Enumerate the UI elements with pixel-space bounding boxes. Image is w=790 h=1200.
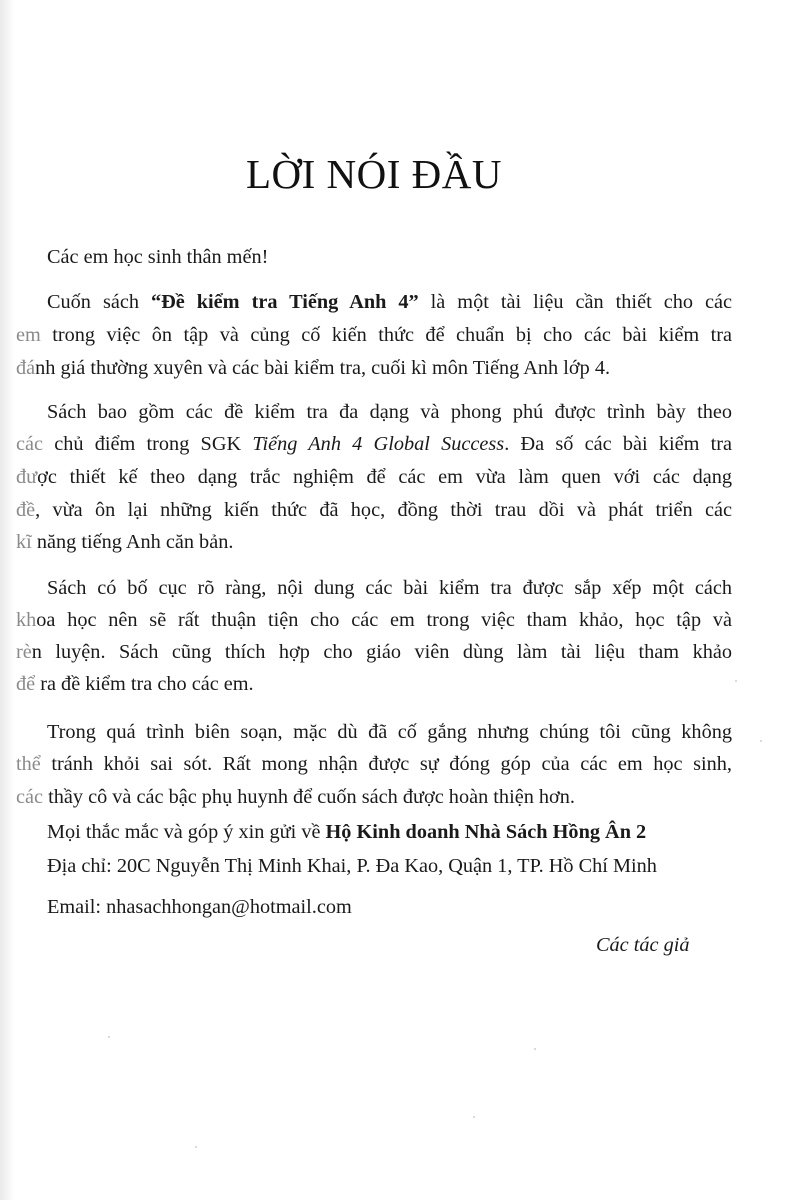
paragraph-2-line-5: kĩ năng tiếng Anh căn bản. bbox=[16, 531, 234, 553]
contact-email: Email: nhasachhongan@hotmail.com bbox=[47, 896, 352, 918]
scan-speck bbox=[195, 1146, 197, 1148]
paragraph-2-line-3: được thiết kế theo dạng trắc nghiệm để các em vừa làm quen với các dạng bbox=[16, 466, 732, 488]
paragraph-2-line-1: Sách bao gồm các đề kiểm tra đa dạng và phong phú được trình bày theo bbox=[47, 401, 732, 423]
paragraph-3-line-3: rèn luyện. Sách cũng thích hợp cho giáo viên dùng làm tài liệu tham khảo bbox=[16, 641, 732, 663]
scan-speck bbox=[760, 740, 762, 742]
book-title: “Đề kiểm tra Tiếng Anh 4” bbox=[150, 291, 419, 313]
publisher-name: Hộ Kinh doanh Nhà Sách Hồng Ân 2 bbox=[325, 821, 647, 843]
paragraph-1-line-2: em trong việc ôn tập và củng cố kiến thức để chuẩn bị cho các bài kiểm tra bbox=[16, 324, 732, 346]
paragraph-2-line-4: đề, vừa ôn lại những kiến thức đã học, đồng thời trau dồi và phát triển các bbox=[16, 499, 732, 521]
contact-address: Địa chỉ: 20C Nguyễn Thị Minh Khai, P. Đa Kao, Quận 1, TP. Hồ Chí Minh bbox=[47, 855, 657, 877]
paragraph-4-line-1: Trong quá trình biên soạn, mặc dù đã cố gắng nhưng chúng tôi cũng không bbox=[47, 721, 732, 743]
contact-intro: Mọi thắc mắc và góp ý xin gửi về Hộ Kinh doanh Nhà Sách Hồng Ân 2 bbox=[47, 821, 647, 843]
scan-speck bbox=[534, 1048, 536, 1050]
paragraph-3-line-1: Sách có bố cục rõ ràng, nội dung các bài kiểm tra được sắp xếp một cách bbox=[47, 577, 732, 599]
paragraph-4-line-3: các thầy cô và các bậc phụ huynh để cuốn sách được hoàn thiện hơn. bbox=[16, 786, 575, 808]
scan-speck bbox=[473, 1116, 475, 1118]
paragraph-3-line-2: khoa học nên sẽ rất thuận tiện cho các em trong việc tham khảo, học tập và bbox=[16, 609, 732, 631]
paragraph-1-line-1: Cuốn sách “Đề kiểm tra Tiếng Anh 4” là một tài liệu cần thiết cho các bbox=[47, 291, 732, 313]
page-title: LỜI NÓI ĐẦU bbox=[245, 151, 502, 197]
signature: Các tác giả bbox=[596, 934, 690, 956]
paragraph-1-line-3: đánh giá thường xuyên và các bài kiểm tra, cuối kì môn Tiếng Anh lớp 4. bbox=[16, 357, 611, 379]
greeting: Các em học sinh thân mến! bbox=[47, 246, 269, 268]
paragraph-3-line-4: để ra đề kiểm tra cho các em. bbox=[16, 673, 254, 695]
scan-speck bbox=[735, 680, 737, 682]
paragraph-2-line-2: các chủ điểm trong SGK Tiếng Anh 4 Global Success. Đa số các bài kiểm tra bbox=[16, 433, 732, 455]
paragraph-4-line-2: thể tránh khỏi sai sót. Rất mong nhận được sự đóng góp của các em học sinh, bbox=[16, 753, 732, 775]
scan-speck bbox=[108, 1036, 110, 1038]
textbook-title: Tiếng Anh 4 Global Success bbox=[252, 433, 505, 455]
